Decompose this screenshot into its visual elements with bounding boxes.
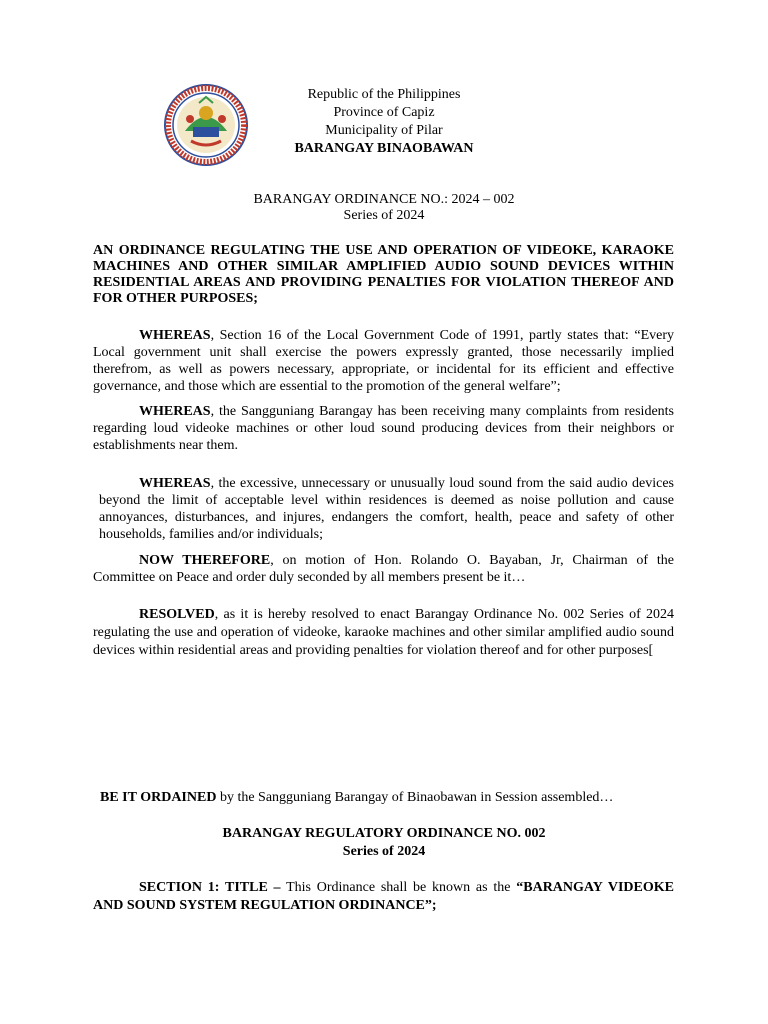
- whereas-text-1: , Section 16 of the Local Government Code of 1991, partly states that: “Every Local government unit shall exercise the powers expressly granted, those necessarily implied therefrom, as well as powers necessary, appropriate, or incidental for its efficient and effective governance, and those which are essential to the promotion of the general welfare”;: [93, 328, 674, 394]
- whereas-lead-2: WHEREAS: [139, 404, 211, 419]
- ordained-text: by the Sangguniang Barangay of Binaobawan in Session assembled…: [216, 790, 614, 805]
- header-republic: Republic of the Philippines: [307, 87, 461, 102]
- section-1-ordinance-name: “BARANGAY VIDEOKE AND SOUND SYSTEM REGULATION ORDINANCE”;: [93, 880, 674, 913]
- ordinance-series: Series of 2024: [343, 208, 425, 223]
- letterhead: [270, 86, 498, 158]
- ordinance-number-block: [200, 192, 568, 224]
- ordinance-number: BARANGAY ORDINANCE NO.: 2024 – 002: [253, 192, 515, 207]
- whereas-text-3: , the excessive, unnecessary or unusually loud sound from the said audio devices beyond the limit of acceptable level within residences is deemed as noise pollution and cause annoyances, disturbances, and injures, endangers the comfort, health, peace and safety of other households, families and/or individuals;: [99, 476, 674, 542]
- resolved-text: , as it is hereby resolved to enact Barangay Ordinance No. 002 Series of 2024 regulating the use and operation of videoke, karaoke machines and other similar amplified audio sound devices within residential areas and providing penalties for violation thereof and for other purposes[: [93, 607, 674, 658]
- ordinance-title: AN ORDINANCE REGULATING THE USE AND OPERATION OF VIDEOKE, KARAOKE MACHINES AND OTHER SIMILAR AMPLIFIED AUDIO SOUND DEVICES WITHIN RESIDENTIAL AREAS AND PROVIDING PENALTIES FOR VIOLATION THEREOF AND FOR OTHER PURPOSES;: [93, 243, 674, 306]
- header-municipality: Municipality of Pilar: [325, 123, 443, 138]
- section-1-text: This Ordinance shall be known as the: [280, 880, 517, 895]
- resolved-lead: RESOLVED: [139, 607, 215, 622]
- now-therefore-paragraph: [93, 552, 674, 586]
- header-province: Province of Capiz: [333, 105, 435, 120]
- header-barangay: BARANGAY BINAOBAWAN: [294, 141, 474, 156]
- whereas-paragraph-3: [99, 475, 674, 543]
- regulatory-ordinance-number: BARANGAY REGULATORY ORDINANCE NO. 002: [222, 826, 546, 841]
- whereas-lead-3: WHEREAS: [139, 476, 211, 491]
- section-1-title-paragraph: [93, 879, 674, 915]
- now-therefore-lead: NOW THEREFORE: [139, 553, 271, 568]
- whereas-paragraph-1: [93, 327, 674, 395]
- barangay-seal-logo: [163, 83, 249, 167]
- resolved-paragraph: [93, 606, 674, 660]
- whereas-text-2: , the Sangguniang Barangay has been receiving many complaints from residents regarding loud videoke machines or other loud sound producing devices from their neighbors or establishments near them.: [93, 404, 674, 453]
- section-1-lead: SECTION 1: TITLE –: [139, 880, 281, 895]
- regulatory-ordinance-series: Series of 2024: [342, 844, 426, 859]
- whereas-lead-1: WHEREAS: [139, 328, 211, 343]
- regulatory-ordinance-heading: [180, 825, 588, 861]
- whereas-paragraph-2: [93, 403, 674, 454]
- ordained-lead: BE IT ORDAINED: [100, 790, 217, 805]
- now-therefore-text: , on motion of Hon. Rolando O. Bayaban, Jr, Chairman of the Committee on Peace and order duly seconded by all members present be it…: [93, 553, 674, 585]
- be-it-ordained-line: [100, 789, 700, 806]
